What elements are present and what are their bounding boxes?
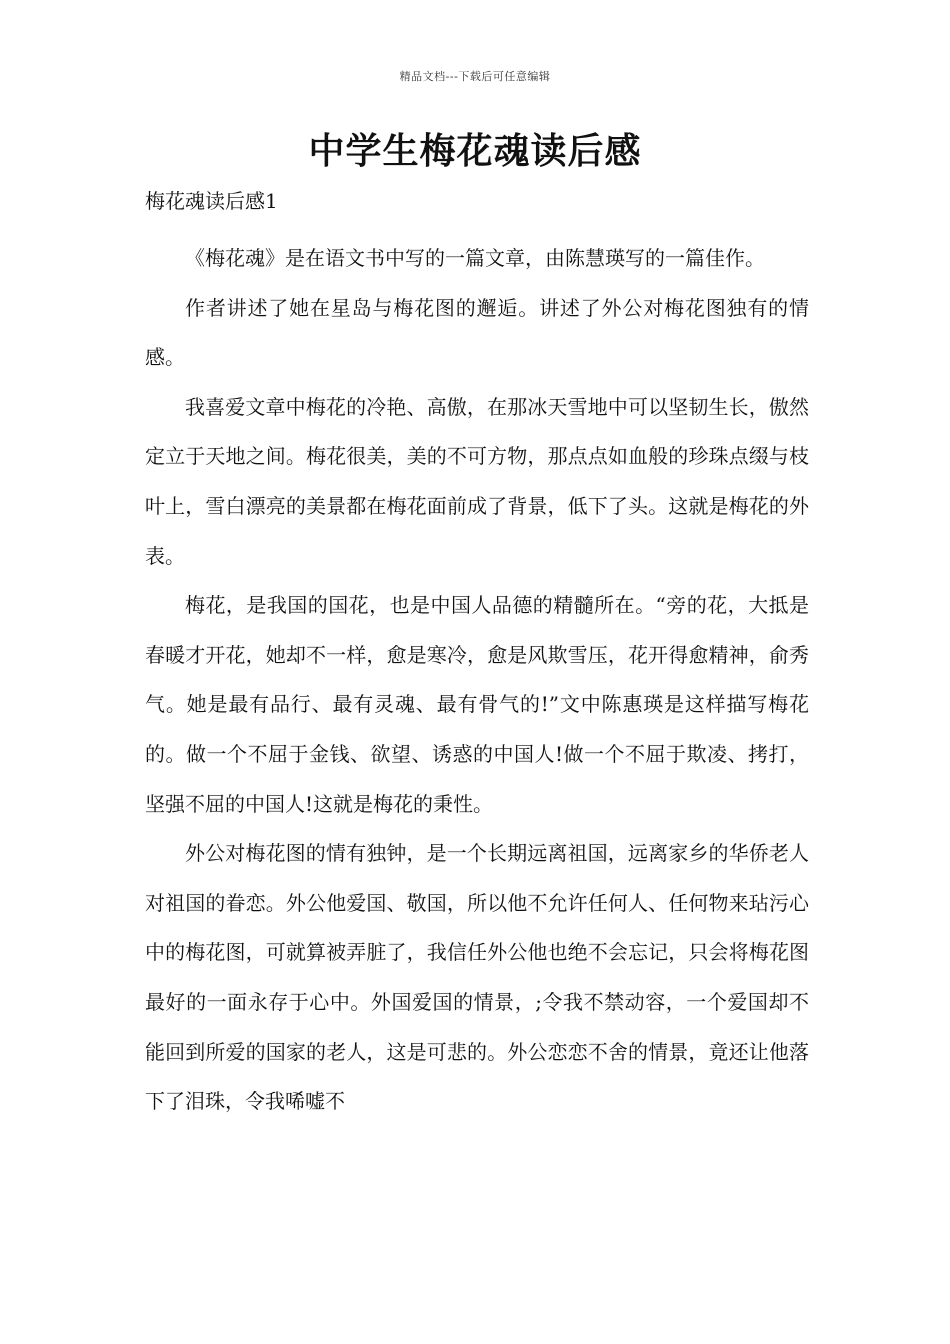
page-header-note: 精品文档---下载后可任意编辑 bbox=[399, 70, 551, 83]
paragraph: 梅花，是我国的国花，也是中国人品德的精髓所在。“旁的花，大抵是春暖才开花，她却不一样，愈是寒冷，愈是风欺雪压，花开得愈精神，俞秀气。她是最有品行、最有灵魂、最有骨气的!”文中陈惠瑛是这样描写梅花的。做一个不屈于金钱、欲望、诱惑的中国人!做一个不屈于欺凌、拷打，坚强不屈的中国人!这就是梅花的秉性。 bbox=[145, 593, 809, 816]
paragraph: 外公对梅花图的情有独钟，是一个长期远离祖国，远离家乡的华侨老人对祖国的眷恋。外公他爱国、敬国，所以他不允许任何人、任何物来玷污心中的梅花图，可就算被弄脏了，我信任外公他也绝不会忘记，只会将梅花图最好的一面永存于心中。外国爱国的情景，;令我不禁动容，一个爱国却不能回到所爱的国家的老人，这是可悲的。外公恋恋不舍的情景，竟还让他落下了泪珠，令我唏嘘不 bbox=[145, 841, 809, 1114]
section-heading: 梅花魂读后感1 bbox=[145, 189, 278, 213]
document-body bbox=[145, 234, 809, 1127]
paragraph: 《梅花魂》是在语文书中写的一篇文章，由陈慧瑛写的一篇佳作。 bbox=[185, 246, 765, 270]
document-title: 中学生梅花魂读后感 bbox=[308, 131, 642, 172]
paragraph: 作者讲述了她在星岛与梅花图的邂逅。讲述了外公对梅花图独有的情感。 bbox=[145, 295, 809, 370]
paragraph: 我喜爱文章中梅花的冷艳、高傲，在那冰天雪地中可以坚韧生长，傲然定立于天地之间。梅花很美，美的不可方物，那点点如血般的珍珠点缀与枝叶上，雪白漂亮的美景都在梅花面前成了背景，低下了头。这就是梅花的外表。 bbox=[145, 394, 809, 568]
